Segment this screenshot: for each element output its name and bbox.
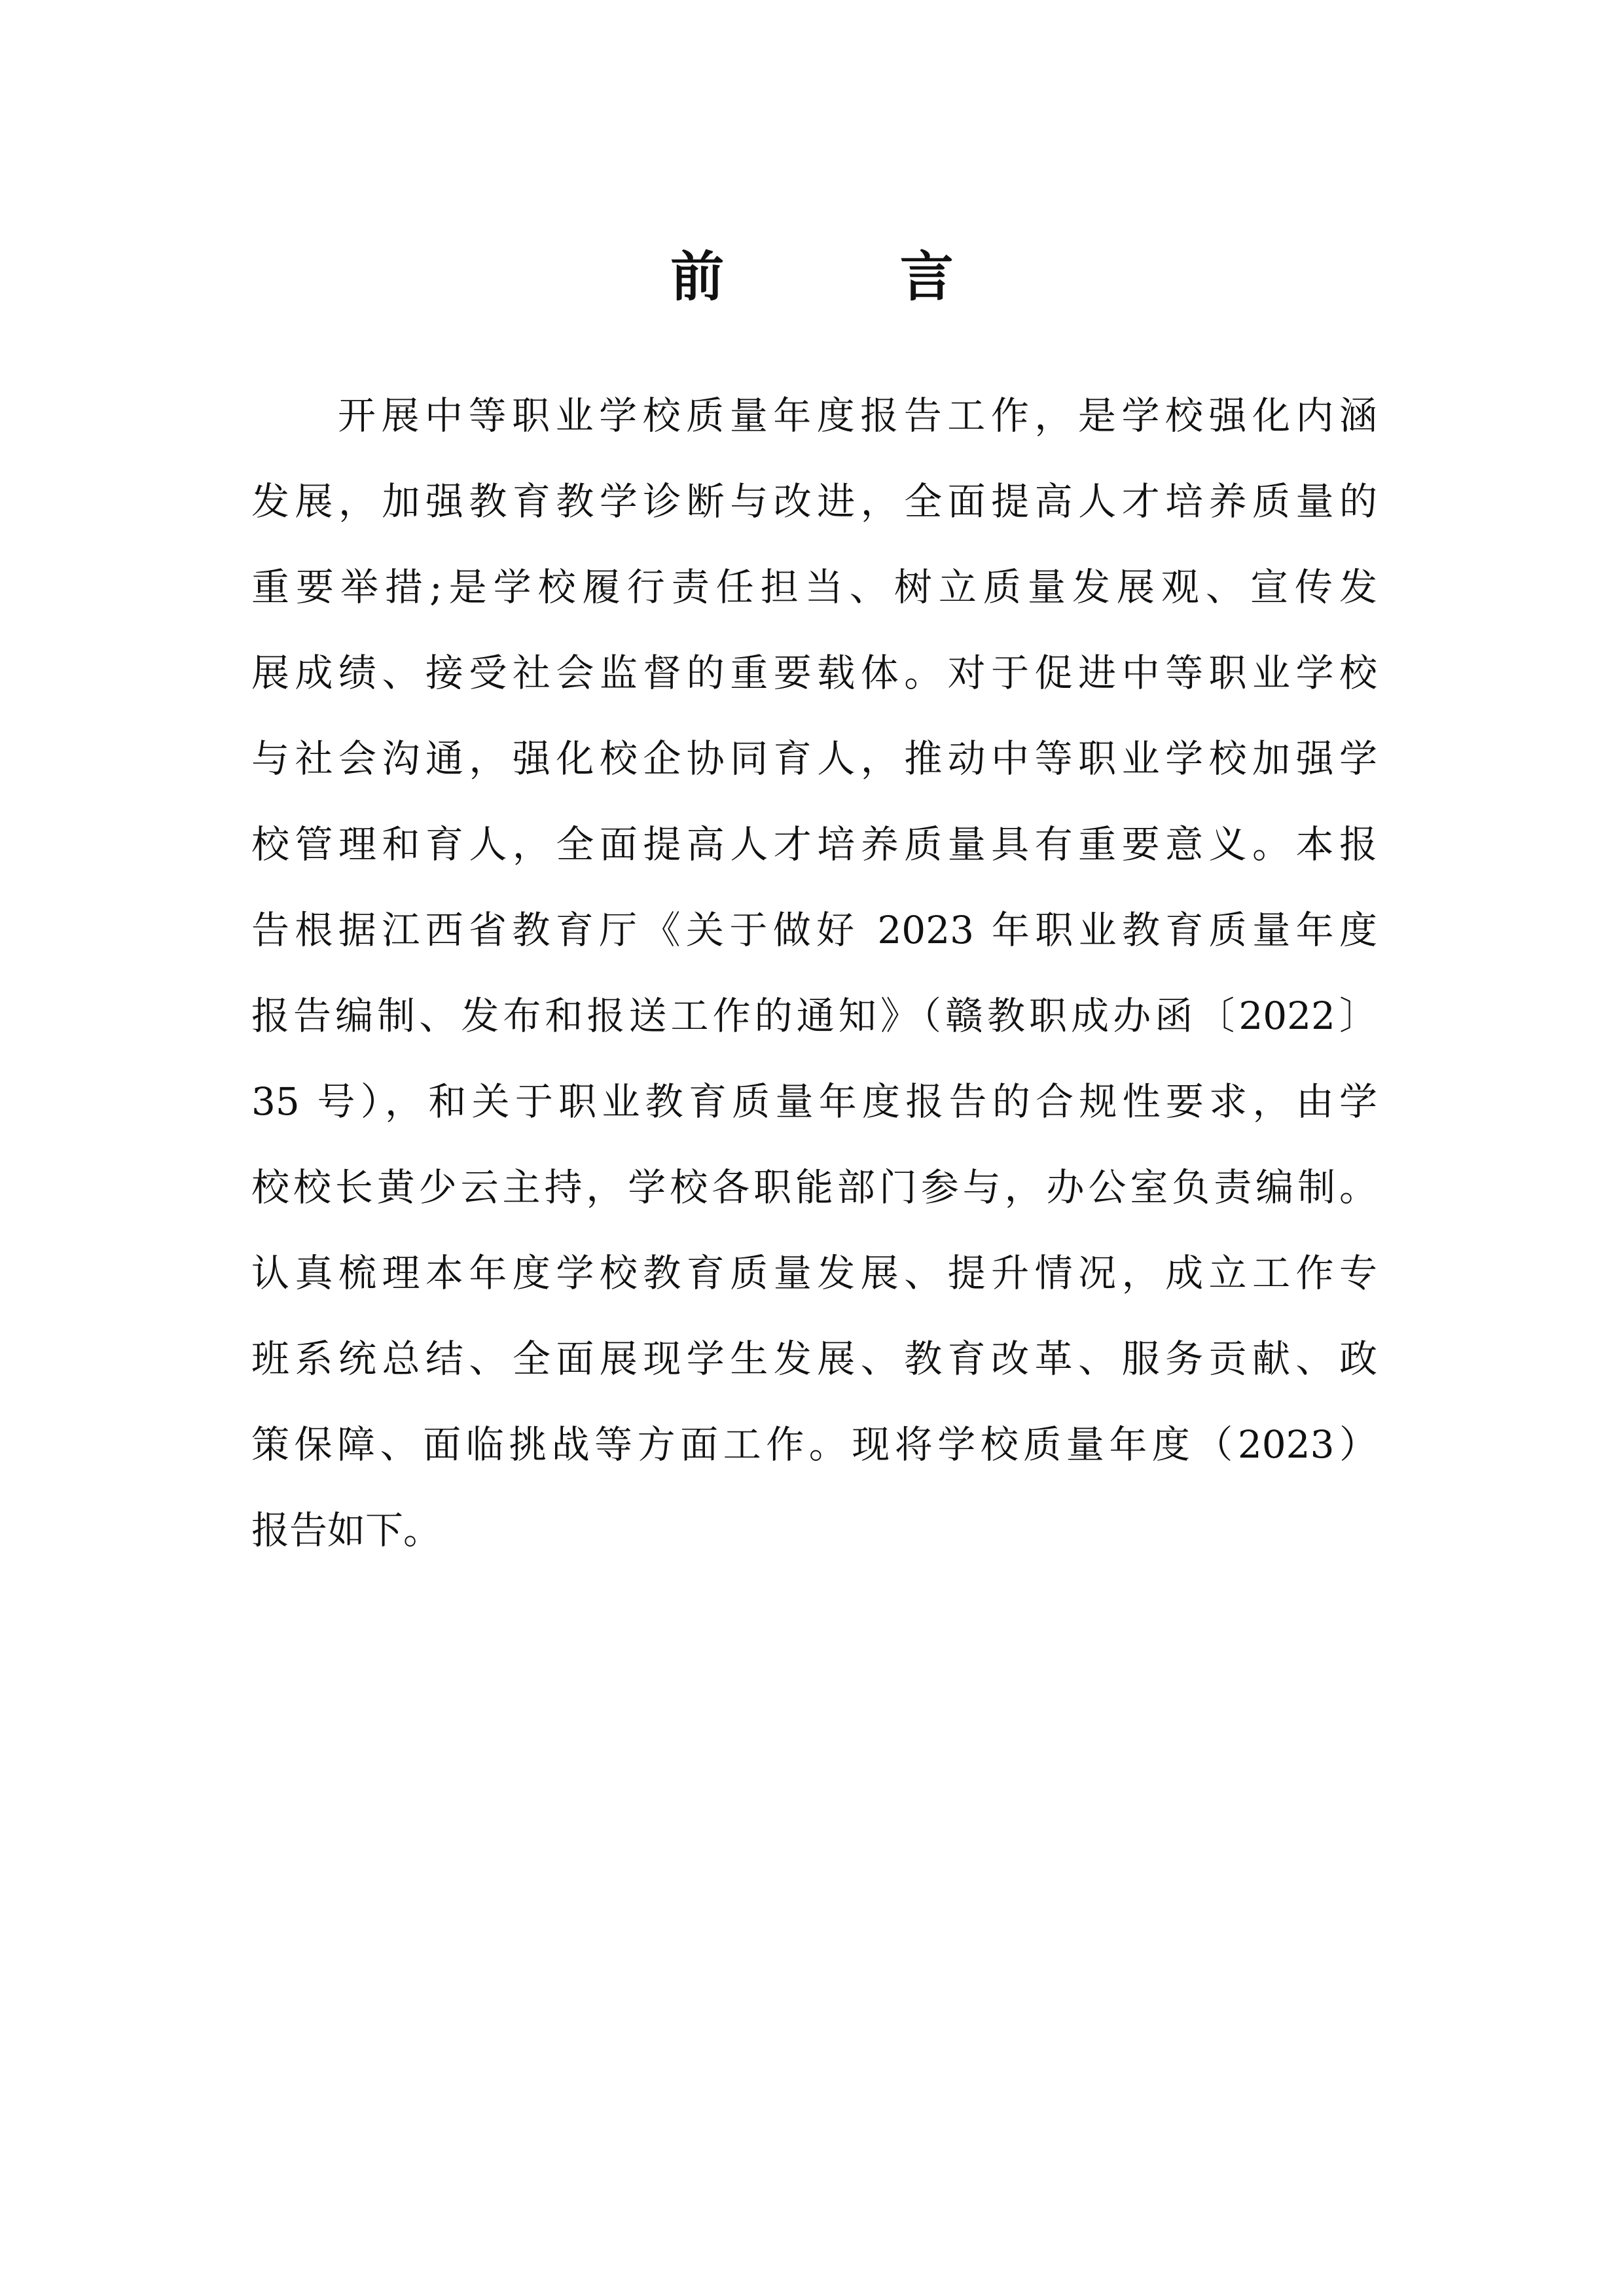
paragraph-line: 展成绩、接受社会监督的重要载体。对于促进中等职业学校 — [251, 651, 1377, 695]
paragraph-line: 报告如下。 — [251, 1508, 442, 1552]
page-title: 前 言 — [670, 245, 1032, 308]
paragraph-line: 策保障、面临挑战等方面工作。现将学校质量年度（2023） — [251, 1422, 1377, 1467]
preface-paragraph — [251, 380, 1377, 1580]
paragraph-line: 重要举措;是学校履行责任担当、树立质量发展观、宣传发 — [251, 565, 1377, 609]
paragraph-line: 校校长黄少云主持，学校各职能部门参与，办公室负责编制。 — [251, 1165, 1377, 1210]
paragraph-line: 班系统总结、全面展现学生发展、教育改革、服务贡献、政 — [251, 1336, 1377, 1381]
paragraph-line: 发展，加强教育教学诊断与改进，全面提高人才培养质量的 — [251, 479, 1377, 524]
paragraph-line: 与社会沟通，强化校企协同育人，推动中等职业学校加强学 — [251, 736, 1377, 781]
paragraph-line: 校管理和育人，全面提高人才培养质量具有重要意义。本报 — [251, 822, 1377, 867]
paragraph-line: 告根据江西省教育厅《关于做好 2023 年职业教育质量年度 — [251, 908, 1377, 952]
paragraph-line: 开展中等职业学校质量年度报告工作，是学校强化内涵 — [338, 393, 1377, 438]
paragraph-line: 认真梳理本年度学校教育质量发展、提升情况，成立工作专 — [251, 1251, 1377, 1295]
paragraph-line: 报告编制、发布和报送工作的通知》（赣教职成办函〔2022〕 — [251, 994, 1377, 1038]
paragraph-line: 35 号），和关于职业教育质量年度报告的合规性要求，由学 — [251, 1079, 1377, 1124]
